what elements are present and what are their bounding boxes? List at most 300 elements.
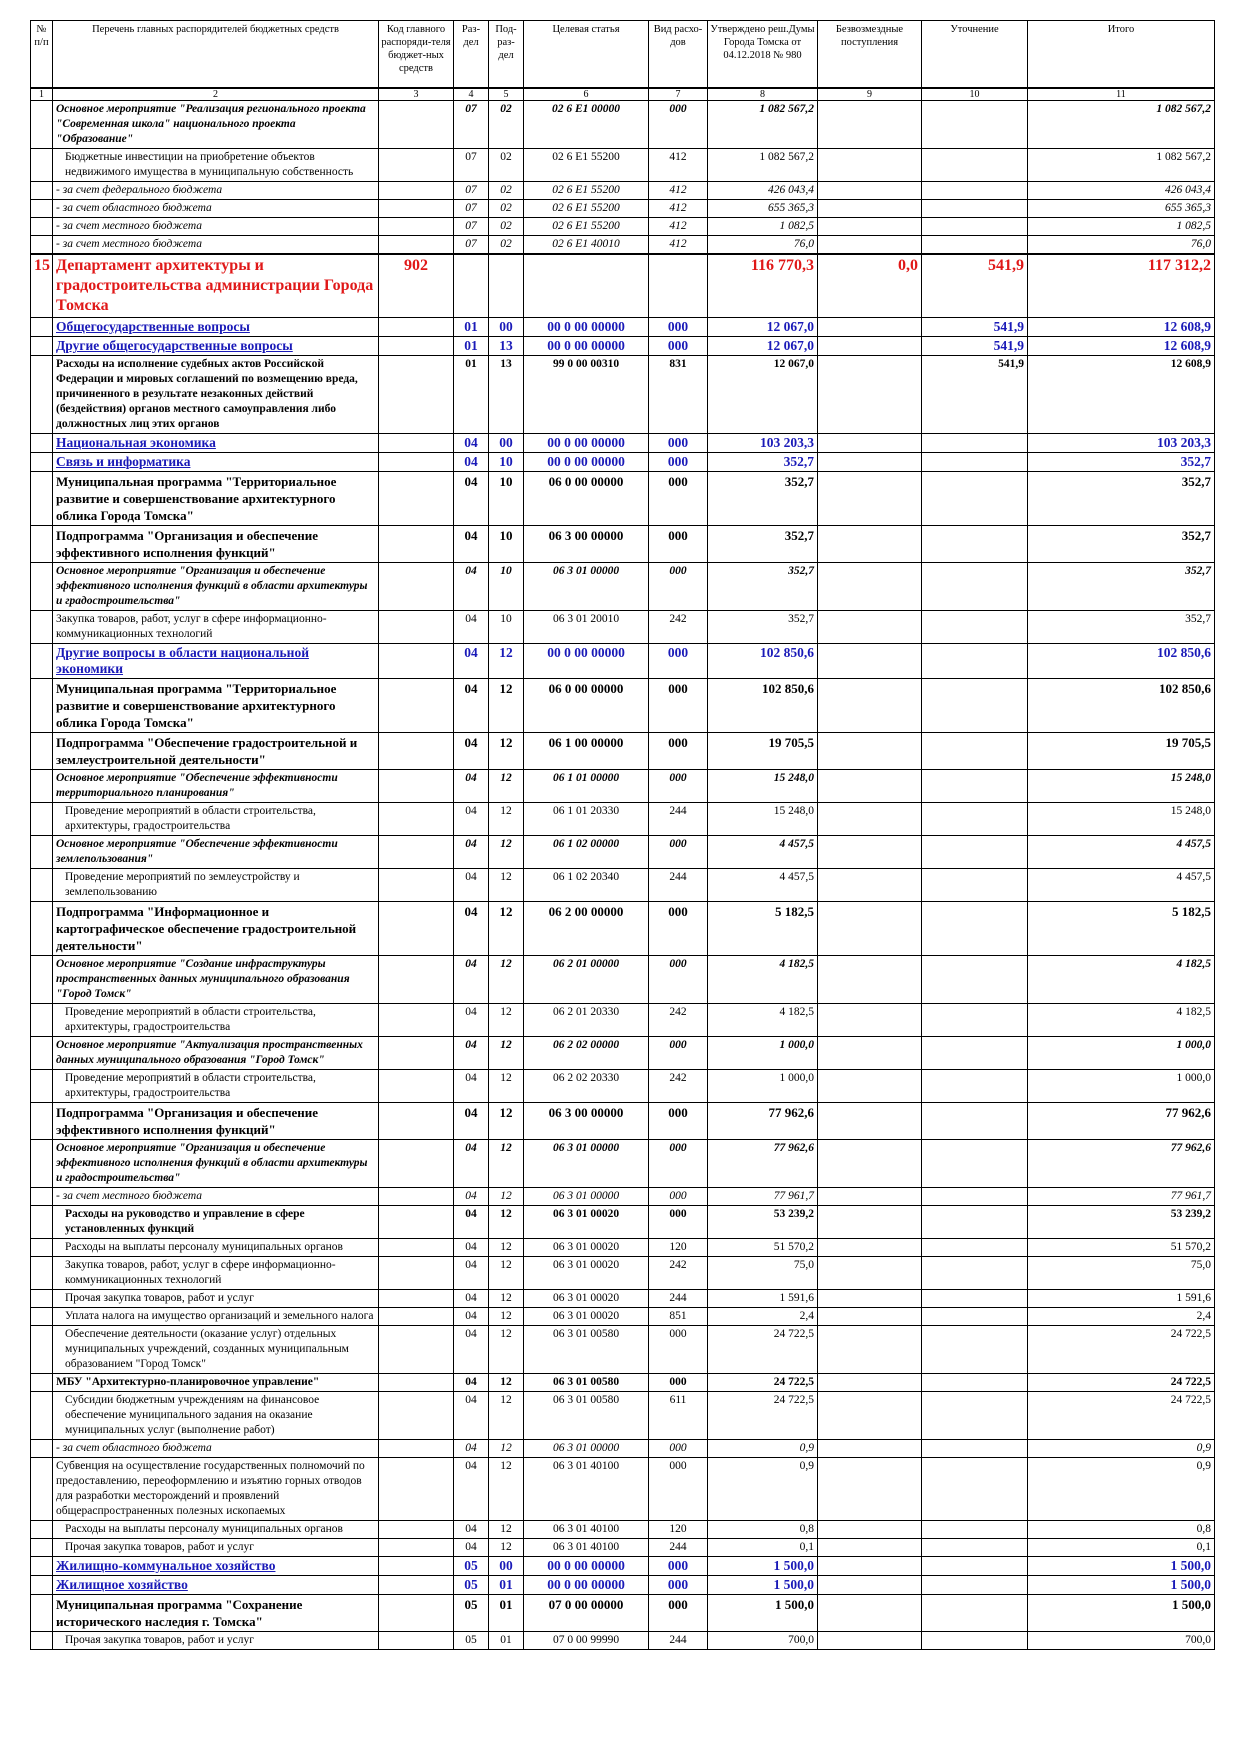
header-cell-podrazdel: Под-раз-дел bbox=[489, 21, 524, 89]
row-utverzhdeno: 1 500,0 bbox=[708, 1595, 818, 1632]
row-utverzhdeno: 15 248,0 bbox=[708, 803, 818, 836]
row-code bbox=[379, 1440, 454, 1458]
row-utochnenie bbox=[922, 1070, 1028, 1103]
row-number bbox=[31, 218, 53, 236]
row-razdel: 04 bbox=[454, 679, 489, 733]
table-row bbox=[31, 1037, 1215, 1070]
row-number bbox=[31, 644, 53, 679]
row-name: Расходы на исполнение судебных актов Российской Федерации и мировых соглашений по возмещению вреда, причиненного в результате незаконных действий (бездействия) органов местного самоуправления либо должностных лиц этих органов bbox=[53, 356, 379, 434]
row-podrazdel: 10 bbox=[489, 611, 524, 644]
row-code bbox=[379, 1239, 454, 1257]
row-celevaya-statya: 06 3 01 00000 bbox=[524, 1188, 649, 1206]
row-itogo: 102 850,6 bbox=[1028, 644, 1215, 679]
row-utochnenie bbox=[922, 182, 1028, 200]
row-utverzhdeno: 5 182,5 bbox=[708, 902, 818, 956]
row-podrazdel: 00 bbox=[489, 434, 524, 453]
row-razdel: 04 bbox=[454, 1103, 489, 1140]
row-name: Департамент архитектуры и градостроительства администрации Города Томска bbox=[53, 254, 379, 318]
row-celevaya-statya bbox=[524, 254, 649, 318]
row-razdel: 04 bbox=[454, 869, 489, 902]
row-utverzhdeno: 0,1 bbox=[708, 1539, 818, 1557]
row-razdel: 04 bbox=[454, 1206, 489, 1239]
row-celevaya-statya: 06 3 01 00000 bbox=[524, 1140, 649, 1188]
row-bezvozmezdnye bbox=[818, 1206, 922, 1239]
row-number bbox=[31, 1595, 53, 1632]
header-cell-utverzhdeno: Утверждено реш.Думы Города Томска от 04.12.2018 № 980 bbox=[708, 21, 818, 89]
row-name: Субвенция на осуществление государственных полномочий по предоставлению, переоформлению и изъятию горных отводов для разработки месторождений и проявлений общераспространенных полезных ископаемых bbox=[53, 1458, 379, 1521]
table-row bbox=[31, 1103, 1215, 1140]
row-vid-rashodov: 000 bbox=[649, 318, 708, 337]
row-vid-rashodov: 000 bbox=[649, 836, 708, 869]
row-code bbox=[379, 318, 454, 337]
row-code bbox=[379, 526, 454, 563]
row-celevaya-statya: 06 3 01 00020 bbox=[524, 1290, 649, 1308]
row-code bbox=[379, 337, 454, 356]
row-vid-rashodov: 000 bbox=[649, 453, 708, 472]
row-utochnenie bbox=[922, 453, 1028, 472]
row-razdel: 04 bbox=[454, 1037, 489, 1070]
row-bezvozmezdnye bbox=[818, 869, 922, 902]
row-itogo: 4 457,5 bbox=[1028, 869, 1215, 902]
row-celevaya-statya: 06 0 00 00000 bbox=[524, 472, 649, 526]
row-number bbox=[31, 1557, 53, 1576]
column-number: 7 bbox=[649, 88, 708, 101]
row-bezvozmezdnye bbox=[818, 803, 922, 836]
row-razdel: 04 bbox=[454, 1290, 489, 1308]
table-row bbox=[31, 1374, 1215, 1392]
table-row bbox=[31, 254, 1215, 318]
row-name: Подпрограмма "Организация и обеспечение эффективного исполнения функций" bbox=[53, 1103, 379, 1140]
row-podrazdel: 01 bbox=[489, 1632, 524, 1650]
row-razdel: 04 bbox=[454, 836, 489, 869]
row-vid-rashodov: 000 bbox=[649, 770, 708, 803]
column-number: 11 bbox=[1028, 88, 1215, 101]
row-utverzhdeno: 75,0 bbox=[708, 1257, 818, 1290]
row-name: Проведение мероприятий в области строительства, архитектуры, градостроительства bbox=[53, 1004, 379, 1037]
row-name: Основное мероприятие "Организация и обеспечение эффективного исполнения функций в области архитектуры и градостроительства" bbox=[53, 1140, 379, 1188]
row-itogo: 24 722,5 bbox=[1028, 1392, 1215, 1440]
row-itogo: 2,4 bbox=[1028, 1308, 1215, 1326]
row-code bbox=[379, 101, 454, 149]
table-row bbox=[31, 1440, 1215, 1458]
row-razdel: 07 bbox=[454, 236, 489, 255]
row-code bbox=[379, 453, 454, 472]
column-number: 2 bbox=[53, 88, 379, 101]
row-vid-rashodov bbox=[649, 254, 708, 318]
row-utverzhdeno: 4 457,5 bbox=[708, 836, 818, 869]
row-celevaya-statya: 06 3 01 00020 bbox=[524, 1239, 649, 1257]
row-name: Муниципальная программа "Территориальное развитие и совершенствование архитектурного облика Города Томска" bbox=[53, 679, 379, 733]
row-itogo: 5 182,5 bbox=[1028, 902, 1215, 956]
row-razdel: 04 bbox=[454, 1140, 489, 1188]
header-cell-celevaya-statya: Целевая статья bbox=[524, 21, 649, 89]
row-podrazdel: 12 bbox=[489, 902, 524, 956]
row-podrazdel: 12 bbox=[489, 770, 524, 803]
table-row bbox=[31, 1290, 1215, 1308]
row-name: Жилищное хозяйство bbox=[53, 1576, 379, 1595]
row-itogo: 19 705,5 bbox=[1028, 733, 1215, 770]
row-celevaya-statya: 06 3 01 00020 bbox=[524, 1206, 649, 1239]
row-vid-rashodov: 244 bbox=[649, 869, 708, 902]
row-vid-rashodov: 000 bbox=[649, 1374, 708, 1392]
row-number bbox=[31, 869, 53, 902]
row-utverzhdeno: 1 500,0 bbox=[708, 1576, 818, 1595]
table-row bbox=[31, 611, 1215, 644]
row-utochnenie bbox=[922, 1257, 1028, 1290]
row-celevaya-statya: 06 3 01 00000 bbox=[524, 563, 649, 611]
row-celevaya-statya: 06 3 01 00020 bbox=[524, 1308, 649, 1326]
row-utverzhdeno: 102 850,6 bbox=[708, 644, 818, 679]
table-row bbox=[31, 218, 1215, 236]
row-number bbox=[31, 1257, 53, 1290]
row-number bbox=[31, 318, 53, 337]
row-podrazdel: 02 bbox=[489, 218, 524, 236]
row-utverzhdeno: 1 500,0 bbox=[708, 1557, 818, 1576]
row-itogo: 0,1 bbox=[1028, 1539, 1215, 1557]
row-utochnenie bbox=[922, 803, 1028, 836]
row-number bbox=[31, 453, 53, 472]
row-number bbox=[31, 472, 53, 526]
row-podrazdel: 12 bbox=[489, 1308, 524, 1326]
row-number bbox=[31, 1374, 53, 1392]
row-code bbox=[379, 733, 454, 770]
row-itogo: 352,7 bbox=[1028, 453, 1215, 472]
row-podrazdel: 12 bbox=[489, 956, 524, 1004]
row-vid-rashodov: 120 bbox=[649, 1239, 708, 1257]
row-bezvozmezdnye bbox=[818, 563, 922, 611]
row-vid-rashodov: 000 bbox=[649, 1458, 708, 1521]
row-razdel: 04 bbox=[454, 1374, 489, 1392]
column-number: 6 bbox=[524, 88, 649, 101]
row-bezvozmezdnye bbox=[818, 1521, 922, 1539]
table-row bbox=[31, 733, 1215, 770]
row-vid-rashodov: 000 bbox=[649, 1140, 708, 1188]
row-number bbox=[31, 1521, 53, 1539]
row-razdel: 04 bbox=[454, 770, 489, 803]
table-row bbox=[31, 1458, 1215, 1521]
row-code bbox=[379, 902, 454, 956]
row-utverzhdeno: 24 722,5 bbox=[708, 1392, 818, 1440]
row-number bbox=[31, 149, 53, 182]
row-number bbox=[31, 1440, 53, 1458]
row-itogo: 0,9 bbox=[1028, 1440, 1215, 1458]
row-itogo: 12 608,9 bbox=[1028, 318, 1215, 337]
row-bezvozmezdnye bbox=[818, 1037, 922, 1070]
row-bezvozmezdnye bbox=[818, 1140, 922, 1188]
row-bezvozmezdnye bbox=[818, 1458, 922, 1521]
row-utverzhdeno: 77 961,7 bbox=[708, 1188, 818, 1206]
row-name: Подпрограмма "Информационное и картографическое обеспечение градостроительной деятельности" bbox=[53, 902, 379, 956]
row-vid-rashodov: 412 bbox=[649, 182, 708, 200]
row-name: Муниципальная программа "Территориальное развитие и совершенствование архитектурного облика Города Томска" bbox=[53, 472, 379, 526]
row-vid-rashodov: 000 bbox=[649, 526, 708, 563]
row-razdel: 04 bbox=[454, 453, 489, 472]
row-utverzhdeno: 53 239,2 bbox=[708, 1206, 818, 1239]
row-celevaya-statya: 02 6 E1 55200 bbox=[524, 182, 649, 200]
table-row bbox=[31, 1392, 1215, 1440]
row-utochnenie bbox=[922, 526, 1028, 563]
row-razdel: 04 bbox=[454, 1440, 489, 1458]
table-row bbox=[31, 770, 1215, 803]
table-row bbox=[31, 149, 1215, 182]
row-number bbox=[31, 356, 53, 434]
table-row bbox=[31, 1004, 1215, 1037]
row-itogo: 77 961,7 bbox=[1028, 1188, 1215, 1206]
row-number bbox=[31, 1458, 53, 1521]
row-celevaya-statya: 00 0 00 00000 bbox=[524, 1576, 649, 1595]
row-celevaya-statya: 00 0 00 00000 bbox=[524, 434, 649, 453]
table-row bbox=[31, 956, 1215, 1004]
row-name: Прочая закупка товаров, работ и услуг bbox=[53, 1539, 379, 1557]
row-razdel: 04 bbox=[454, 526, 489, 563]
row-code bbox=[379, 869, 454, 902]
row-itogo: 12 608,9 bbox=[1028, 337, 1215, 356]
row-number bbox=[31, 836, 53, 869]
row-name: Национальная экономика bbox=[53, 434, 379, 453]
row-number bbox=[31, 1004, 53, 1037]
row-celevaya-statya: 00 0 00 00000 bbox=[524, 318, 649, 337]
row-razdel: 04 bbox=[454, 611, 489, 644]
row-utverzhdeno: 0,9 bbox=[708, 1440, 818, 1458]
row-bezvozmezdnye bbox=[818, 956, 922, 1004]
row-celevaya-statya: 06 1 01 20330 bbox=[524, 803, 649, 836]
row-itogo: 4 457,5 bbox=[1028, 836, 1215, 869]
row-name: Расходы на выплаты персоналу муниципальных органов bbox=[53, 1521, 379, 1539]
row-utochnenie: 541,9 bbox=[922, 318, 1028, 337]
row-itogo: 352,7 bbox=[1028, 472, 1215, 526]
row-bezvozmezdnye bbox=[818, 1290, 922, 1308]
row-razdel: 04 bbox=[454, 902, 489, 956]
row-name: - за счет федерального бюджета bbox=[53, 182, 379, 200]
row-code bbox=[379, 1257, 454, 1290]
row-itogo: 51 570,2 bbox=[1028, 1239, 1215, 1257]
row-code bbox=[379, 472, 454, 526]
row-number bbox=[31, 679, 53, 733]
row-bezvozmezdnye bbox=[818, 1374, 922, 1392]
row-code bbox=[379, 1140, 454, 1188]
row-number bbox=[31, 182, 53, 200]
row-utverzhdeno: 24 722,5 bbox=[708, 1374, 818, 1392]
table-row bbox=[31, 563, 1215, 611]
row-code bbox=[379, 1539, 454, 1557]
row-razdel: 07 bbox=[454, 200, 489, 218]
row-celevaya-statya: 06 2 01 20330 bbox=[524, 1004, 649, 1037]
row-celevaya-statya: 07 0 00 00000 bbox=[524, 1595, 649, 1632]
budget-table-sheet bbox=[30, 20, 1214, 1650]
row-podrazdel: 10 bbox=[489, 453, 524, 472]
row-utochnenie bbox=[922, 200, 1028, 218]
row-utverzhdeno: 0,8 bbox=[708, 1521, 818, 1539]
row-vid-rashodov: 000 bbox=[649, 956, 708, 1004]
row-bezvozmezdnye bbox=[818, 1070, 922, 1103]
row-name: Проведение мероприятий в области строительства, архитектуры, градостроительства bbox=[53, 803, 379, 836]
row-bezvozmezdnye bbox=[818, 337, 922, 356]
row-utochnenie bbox=[922, 679, 1028, 733]
row-itogo: 24 722,5 bbox=[1028, 1326, 1215, 1374]
row-utochnenie bbox=[922, 1188, 1028, 1206]
header-cell-itogo: Итого bbox=[1028, 21, 1215, 89]
row-razdel: 04 bbox=[454, 1392, 489, 1440]
row-celevaya-statya: 07 0 00 99990 bbox=[524, 1632, 649, 1650]
row-itogo: 352,7 bbox=[1028, 611, 1215, 644]
table-row bbox=[31, 1326, 1215, 1374]
row-razdel: 04 bbox=[454, 434, 489, 453]
row-itogo: 53 239,2 bbox=[1028, 1206, 1215, 1239]
header-cell-code: Код главного распоряди-теля бюджет-ных средств bbox=[379, 21, 454, 89]
row-celevaya-statya: 06 2 01 00000 bbox=[524, 956, 649, 1004]
row-code bbox=[379, 1103, 454, 1140]
row-itogo: 655 365,3 bbox=[1028, 200, 1215, 218]
row-vid-rashodov: 120 bbox=[649, 1521, 708, 1539]
row-utochnenie bbox=[922, 1521, 1028, 1539]
row-vid-rashodov: 244 bbox=[649, 803, 708, 836]
row-number bbox=[31, 1239, 53, 1257]
row-utochnenie bbox=[922, 1103, 1028, 1140]
row-utverzhdeno: 1 591,6 bbox=[708, 1290, 818, 1308]
row-celevaya-statya: 06 2 02 20330 bbox=[524, 1070, 649, 1103]
row-utverzhdeno: 24 722,5 bbox=[708, 1326, 818, 1374]
row-itogo: 75,0 bbox=[1028, 1257, 1215, 1290]
row-name: Другие общегосударственные вопросы bbox=[53, 337, 379, 356]
row-utochnenie: 541,9 bbox=[922, 254, 1028, 318]
row-razdel: 04 bbox=[454, 1188, 489, 1206]
row-bezvozmezdnye bbox=[818, 733, 922, 770]
row-vid-rashodov: 412 bbox=[649, 218, 708, 236]
row-code bbox=[379, 1290, 454, 1308]
row-razdel: 07 bbox=[454, 101, 489, 149]
row-number bbox=[31, 236, 53, 255]
row-utverzhdeno: 12 067,0 bbox=[708, 356, 818, 434]
row-utochnenie bbox=[922, 1037, 1028, 1070]
row-bezvozmezdnye bbox=[818, 611, 922, 644]
row-utverzhdeno: 12 067,0 bbox=[708, 318, 818, 337]
column-number: 1 bbox=[31, 88, 53, 101]
row-utochnenie bbox=[922, 563, 1028, 611]
row-razdel: 04 bbox=[454, 1521, 489, 1539]
row-name: Основное мероприятие "Обеспечение эффективности территориального планирования" bbox=[53, 770, 379, 803]
row-razdel: 04 bbox=[454, 1458, 489, 1521]
row-number bbox=[31, 1326, 53, 1374]
row-utverzhdeno: 2,4 bbox=[708, 1308, 818, 1326]
row-utverzhdeno: 1 000,0 bbox=[708, 1070, 818, 1103]
row-podrazdel bbox=[489, 254, 524, 318]
row-celevaya-statya: 06 3 01 00020 bbox=[524, 1257, 649, 1290]
row-podrazdel: 01 bbox=[489, 1576, 524, 1595]
row-utochnenie bbox=[922, 1140, 1028, 1188]
row-code bbox=[379, 770, 454, 803]
row-name: Закупка товаров, работ, услуг в сфере информационно-коммуникационных технологий bbox=[53, 611, 379, 644]
row-number bbox=[31, 434, 53, 453]
row-itogo: 1 082 567,2 bbox=[1028, 149, 1215, 182]
column-number: 3 bbox=[379, 88, 454, 101]
row-razdel: 04 bbox=[454, 644, 489, 679]
row-itogo: 352,7 bbox=[1028, 526, 1215, 563]
row-celevaya-statya: 00 0 00 00000 bbox=[524, 644, 649, 679]
row-utochnenie bbox=[922, 149, 1028, 182]
row-bezvozmezdnye bbox=[818, 902, 922, 956]
row-podrazdel: 00 bbox=[489, 318, 524, 337]
row-itogo: 1 500,0 bbox=[1028, 1557, 1215, 1576]
table-row bbox=[31, 182, 1215, 200]
row-code bbox=[379, 356, 454, 434]
table-row bbox=[31, 679, 1215, 733]
row-razdel: 04 bbox=[454, 733, 489, 770]
row-vid-rashodov: 831 bbox=[649, 356, 708, 434]
row-vid-rashodov: 000 bbox=[649, 1037, 708, 1070]
row-razdel: 04 bbox=[454, 1326, 489, 1374]
row-bezvozmezdnye bbox=[818, 318, 922, 337]
row-code bbox=[379, 1632, 454, 1650]
row-podrazdel: 01 bbox=[489, 1595, 524, 1632]
row-itogo: 15 248,0 bbox=[1028, 770, 1215, 803]
row-vid-rashodov: 244 bbox=[649, 1539, 708, 1557]
row-itogo: 117 312,2 bbox=[1028, 254, 1215, 318]
row-itogo: 1 000,0 bbox=[1028, 1070, 1215, 1103]
row-celevaya-statya: 00 0 00 00000 bbox=[524, 453, 649, 472]
row-vid-rashodov: 851 bbox=[649, 1308, 708, 1326]
row-razdel: 04 bbox=[454, 472, 489, 526]
row-utverzhdeno: 19 705,5 bbox=[708, 733, 818, 770]
row-utochnenie bbox=[922, 1326, 1028, 1374]
row-vid-rashodov: 242 bbox=[649, 1070, 708, 1103]
row-podrazdel: 12 bbox=[489, 1239, 524, 1257]
row-utochnenie bbox=[922, 1374, 1028, 1392]
row-itogo: 77 962,6 bbox=[1028, 1103, 1215, 1140]
table-row bbox=[31, 1576, 1215, 1595]
row-name: Связь и информатика bbox=[53, 453, 379, 472]
row-number bbox=[31, 200, 53, 218]
row-utochnenie bbox=[922, 1539, 1028, 1557]
row-vid-rashodov: 000 bbox=[649, 644, 708, 679]
row-razdel: 04 bbox=[454, 956, 489, 1004]
table-row bbox=[31, 1239, 1215, 1257]
row-number bbox=[31, 733, 53, 770]
row-celevaya-statya: 06 3 01 00580 bbox=[524, 1392, 649, 1440]
row-podrazdel: 12 bbox=[489, 1257, 524, 1290]
row-name: Прочая закупка товаров, работ и услуг bbox=[53, 1632, 379, 1650]
row-number bbox=[31, 1539, 53, 1557]
row-code: 902 bbox=[379, 254, 454, 318]
row-code bbox=[379, 1595, 454, 1632]
row-bezvozmezdnye bbox=[818, 1539, 922, 1557]
row-itogo: 102 850,6 bbox=[1028, 679, 1215, 733]
row-vid-rashodov: 242 bbox=[649, 611, 708, 644]
header-cell-utochnenie: Уточнение bbox=[922, 21, 1028, 89]
row-bezvozmezdnye bbox=[818, 526, 922, 563]
row-podrazdel: 02 bbox=[489, 200, 524, 218]
row-utverzhdeno: 426 043,4 bbox=[708, 182, 818, 200]
row-code bbox=[379, 611, 454, 644]
row-utverzhdeno: 77 962,6 bbox=[708, 1140, 818, 1188]
row-utverzhdeno: 1 082,5 bbox=[708, 218, 818, 236]
row-name: - за счет областного бюджета bbox=[53, 1440, 379, 1458]
row-razdel: 04 bbox=[454, 563, 489, 611]
row-name: МБУ "Архитектурно-планировочное управление" bbox=[53, 1374, 379, 1392]
row-celevaya-statya: 99 0 00 00310 bbox=[524, 356, 649, 434]
row-code bbox=[379, 956, 454, 1004]
row-name: Проведение мероприятий в области строительства, архитектуры, градостроительства bbox=[53, 1070, 379, 1103]
row-utverzhdeno: 12 067,0 bbox=[708, 337, 818, 356]
row-celevaya-statya: 02 6 E1 55200 bbox=[524, 200, 649, 218]
row-razdel: 01 bbox=[454, 356, 489, 434]
row-bezvozmezdnye bbox=[818, 1326, 922, 1374]
table-row bbox=[31, 200, 1215, 218]
row-vid-rashodov: 412 bbox=[649, 236, 708, 255]
table-row bbox=[31, 526, 1215, 563]
row-podrazdel: 12 bbox=[489, 803, 524, 836]
row-number: 15 bbox=[31, 254, 53, 318]
row-podrazdel: 12 bbox=[489, 1374, 524, 1392]
